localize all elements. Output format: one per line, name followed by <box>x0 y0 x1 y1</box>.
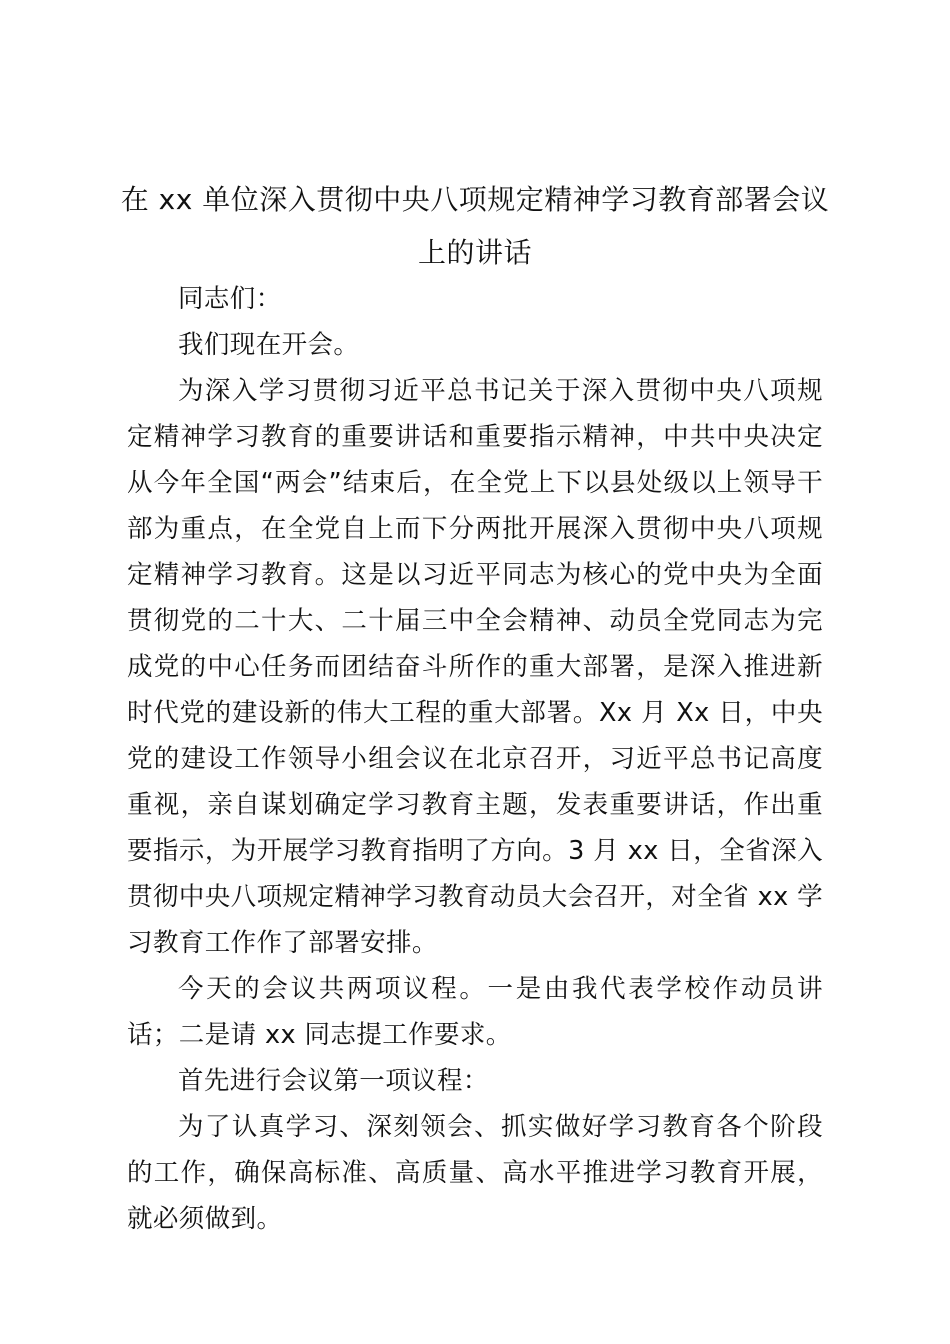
document-body <box>127 276 823 1242</box>
opening-paragraph: 我们现在开会。 <box>178 330 360 360</box>
document-title: 在 xx 单位深入贯彻中央八项规定精神学习教育部署会议上的讲话 <box>120 183 830 269</box>
first-agenda-item-paragraph: 首先进行会议第一项议程： <box>178 1066 489 1096</box>
salutation-paragraph: 同志们： <box>178 284 282 314</box>
background-paragraph: 为深入学习贯彻习近平总书记关于深入贯彻中央八项规定精神学习教育的重要讲话和重要指示精神，中共中央决定从今年全国“两会”结束后，在全党上下以县处级以上领导干部为重点，在全党自上而下分两批开展深入贯彻中央八项规定精神学习教育。这是以习近平同志为核心的党中央为全面贯彻党的二十大、二十届三中全会精神、动员全党同志为完成党的中心任务而团结奋斗所作的重大部署，是深入推进新时代党的建设新的伟大工程的重大部署。Xx 月 Xx 日，中央党的建设工作领导小组会议在北京召开，习近平总书记高度重视，亲自谋划确定学习教育主题，发表重要讲话，作出重要指示，为开展学习教育指明了方向。3 月 xx 日，全省深入贯彻中央八项规定精神学习教育动员大会召开，对全省 xx 学习教育工作作了部署安排。 <box>127 376 823 958</box>
agenda-paragraph: 今天的会议共两项议程。一是由我代表学校作动员讲话；二是请 xx 同志提工作要求。 <box>127 974 823 1050</box>
requirements-paragraph: 为了认真学习、深刻领会、抓实做好学习教育各个阶段的工作，确保高标准、高质量、高水平推进学习教育开展，就必须做到。 <box>127 1112 823 1234</box>
